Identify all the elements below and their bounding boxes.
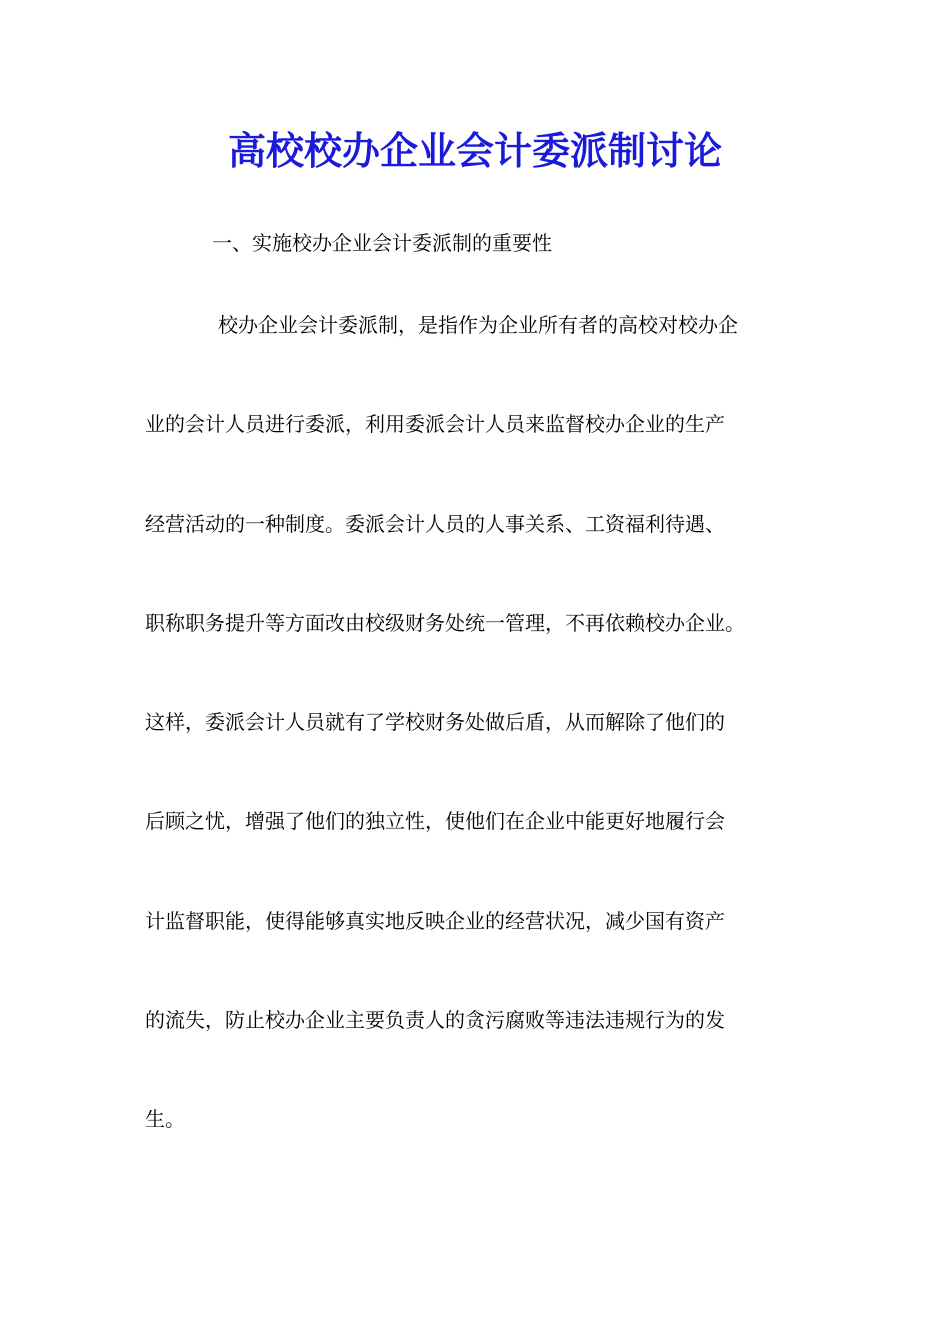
paragraph-line: 校办企业会计委派制，是指作为企业所有者的高校对校办企	[218, 313, 738, 337]
paragraph-line: 这样，委派会计人员就有了学校财务处做后盾，从而解除了他们的	[145, 710, 725, 734]
paragraph-line: 职称职务提升等方面改由校级财务处统一管理，不再依赖校办企业。	[145, 611, 745, 635]
paragraph-line: 的流失，防止校办企业主要负责人的贪污腐败等违法违规行为的发	[145, 1008, 725, 1032]
document-title: 高校校办企业会计委派制讨论	[227, 128, 722, 173]
paragraph-line: 经营活动的一种制度。委派会计人员的人事关系、工资福利待遇、	[145, 512, 725, 536]
paragraph-line: 后顾之忧，增强了他们的独立性，使他们在企业中能更好地履行会	[145, 809, 725, 833]
paragraph-line: 计监督职能，使得能够真实地反映企业的经营状况，减少国有资产	[145, 909, 725, 933]
paragraph-line: 生。	[145, 1107, 185, 1131]
paragraph-line: 业的会计人员进行委派，利用委派会计人员来监督校办企业的生产	[145, 412, 725, 436]
section-heading: 一、实施校办企业会计委派制的重要性	[212, 231, 552, 255]
